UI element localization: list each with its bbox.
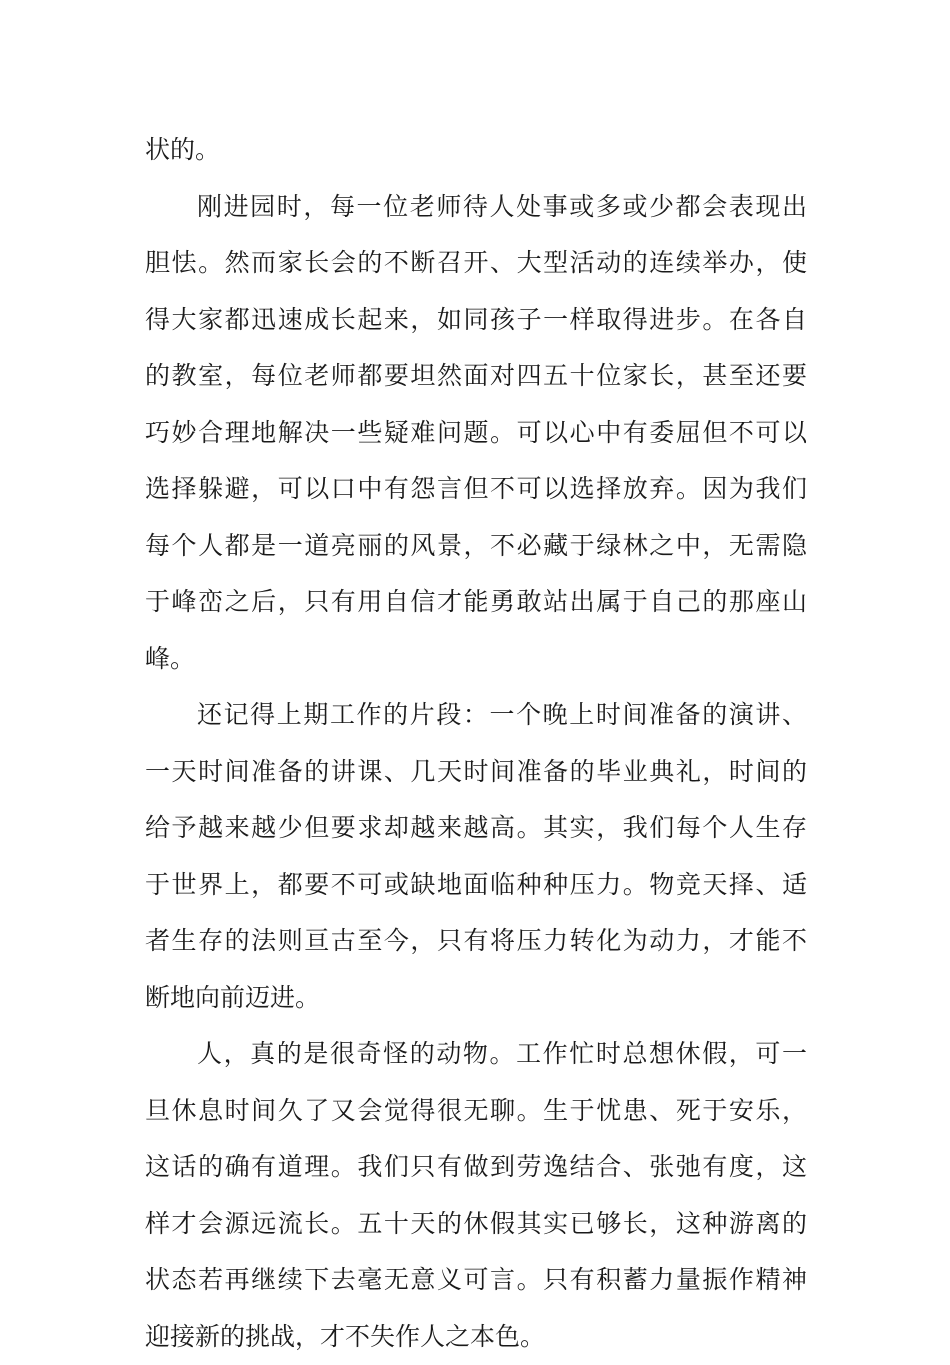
paragraph-4 — [145, 1026, 807, 1365]
text-line: 于世界上，都要不可或缺地面临种种压力。物竞天择、适 — [145, 857, 807, 914]
text-line: 旦休息时间久了又会觉得很无聊。生于忧患、死于安乐， — [145, 1083, 807, 1140]
text-line: 还记得上期工作的片段：一个晚上时间准备的演讲、 — [145, 687, 807, 744]
text-line: 状的。 — [145, 122, 807, 179]
document-body — [145, 122, 807, 1365]
text-line: 断地向前迈进。 — [145, 970, 807, 1027]
text-line: 者生存的法则亘古至今，只有将压力转化为动力，才能不 — [145, 913, 807, 970]
text-line: 迎接新的挑战，才不失作人之本色。 — [145, 1309, 807, 1365]
text-line: 这话的确有道理。我们只有做到劳逸结合、张弛有度，这 — [145, 1139, 807, 1196]
text-line: 状态若再继续下去毫无意义可言。只有积蓄力量振作精神 — [145, 1252, 807, 1309]
text-line: 刚进园时，每一位老师待人处事或多或少都会表现出 — [145, 179, 807, 236]
text-line: 巧妙合理地解决一些疑难问题。可以心中有委屈但不可以 — [145, 405, 807, 462]
paragraph-2 — [145, 179, 807, 688]
text-line: 峰。 — [145, 631, 807, 688]
text-line: 得大家都迅速成长起来，如同孩子一样取得进步。在各自 — [145, 292, 807, 349]
text-line: 胆怯。然而家长会的不断召开、大型活动的连续举办，使 — [145, 235, 807, 292]
text-line: 样才会源远流长。五十天的休假其实已够长，这种游离的 — [145, 1196, 807, 1253]
paragraph-1 — [145, 122, 807, 179]
text-line: 的教室，每位老师都要坦然面对四五十位家长，甚至还要 — [145, 348, 807, 405]
text-line: 于峰峦之后，只有用自信才能勇敢站出属于自己的那座山 — [145, 574, 807, 631]
text-line: 给予越来越少但要求却越来越高。其实，我们每个人生存 — [145, 800, 807, 857]
text-line: 人，真的是很奇怪的动物。工作忙时总想休假，可一 — [145, 1026, 807, 1083]
text-line: 一天时间准备的讲课、几天时间准备的毕业典礼，时间的 — [145, 744, 807, 801]
text-line: 每个人都是一道亮丽的风景，不必藏于绿林之中，无需隐 — [145, 518, 807, 575]
text-line: 选择躲避，可以口中有怨言但不可以选择放弃。因为我们 — [145, 461, 807, 518]
paragraph-3 — [145, 687, 807, 1026]
